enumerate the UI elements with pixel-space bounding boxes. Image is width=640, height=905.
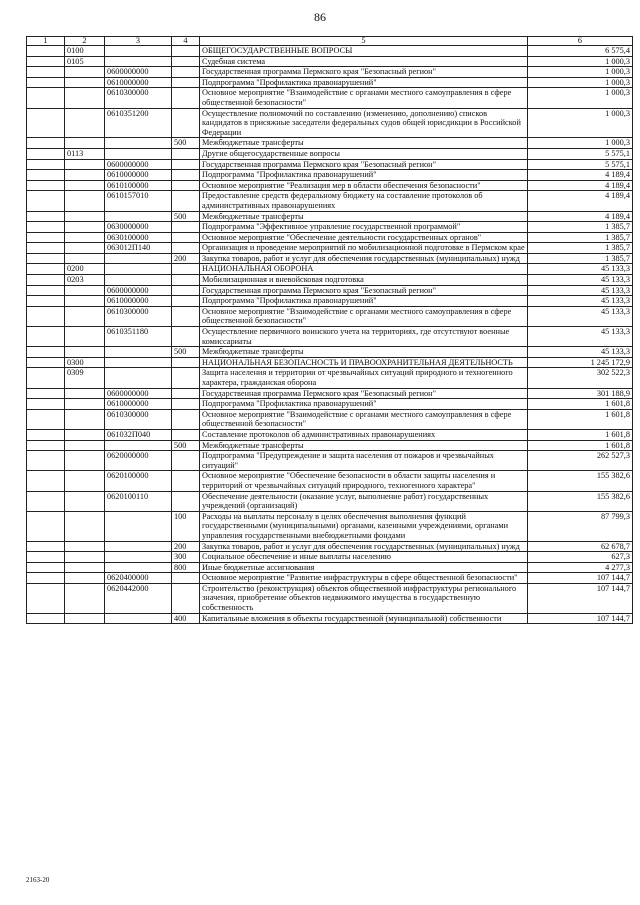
cell-expense-type bbox=[172, 451, 200, 471]
cell-section-code bbox=[65, 253, 105, 264]
cell-target-article bbox=[105, 511, 172, 541]
cell-item-name: Подпрограмма "Предупреждение и защита населения от пожаров и чрезвычайных ситуаций" bbox=[200, 451, 528, 471]
cell-col-1 bbox=[27, 264, 65, 275]
cell-section-code bbox=[65, 243, 105, 254]
cell-section-code: 0200 bbox=[65, 264, 105, 275]
cell-expense-type bbox=[172, 357, 200, 368]
cell-target-article bbox=[105, 264, 172, 275]
cell-amount: 45 133,3 bbox=[528, 327, 633, 347]
cell-col-1 bbox=[27, 67, 65, 78]
cell-expense-type bbox=[172, 232, 200, 243]
page-number: 86 bbox=[314, 10, 326, 24]
cell-amount: 107 144,7 bbox=[528, 573, 633, 584]
cell-expense-type bbox=[172, 56, 200, 67]
cell-expense-type bbox=[172, 180, 200, 191]
cell-col-1 bbox=[27, 306, 65, 326]
cell-item-name: Подпрограмма "Профилактика правонарушений" bbox=[200, 399, 528, 410]
cell-item-name: Основное мероприятие "Развитие инфраструктуры в сфере общественной безопасности" bbox=[200, 573, 528, 584]
cell-item-name: Государственная программа Пермского края "Безопасный регион" bbox=[200, 159, 528, 170]
table-row bbox=[27, 148, 633, 159]
cell-target-article: 0620100000 bbox=[105, 471, 172, 491]
cell-col-1 bbox=[27, 77, 65, 88]
cell-item-name: Капитальные вложения в объекты государственной (муниципальной) собственности bbox=[200, 613, 528, 624]
cell-section-code bbox=[65, 108, 105, 138]
cell-target-article: 0600000000 bbox=[105, 388, 172, 399]
cell-target-article bbox=[105, 357, 172, 368]
cell-target-article bbox=[105, 552, 172, 563]
cell-target-article: 0620400000 bbox=[105, 573, 172, 584]
cell-col-1 bbox=[27, 562, 65, 573]
cell-item-name: Государственная программа Пермского края "Безопасный регион" bbox=[200, 388, 528, 399]
cell-amount: 627,3 bbox=[528, 552, 633, 563]
cell-item-name: Государственная программа Пермского края "Безопасный регион" bbox=[200, 67, 528, 78]
cell-amount: 1 000,3 bbox=[528, 138, 633, 149]
cell-col-1 bbox=[27, 88, 65, 108]
cell-amount: 5 575,1 bbox=[528, 148, 633, 159]
cell-section-code: 0203 bbox=[65, 275, 105, 286]
table-row bbox=[27, 88, 633, 108]
cell-expense-type bbox=[172, 170, 200, 181]
cell-amount: 4 189,4 bbox=[528, 191, 633, 211]
cell-expense-type bbox=[172, 285, 200, 296]
cell-section-code: 0309 bbox=[65, 368, 105, 388]
cell-col-1 bbox=[27, 491, 65, 511]
cell-amount: 302 522,3 bbox=[528, 368, 633, 388]
cell-col-1 bbox=[27, 429, 65, 440]
table-row bbox=[27, 471, 633, 491]
table-row bbox=[27, 180, 633, 191]
table-row bbox=[27, 211, 633, 222]
table-row bbox=[27, 108, 633, 138]
cell-expense-type bbox=[172, 77, 200, 88]
cell-col-1 bbox=[27, 388, 65, 399]
cell-section-code bbox=[65, 67, 105, 78]
cell-item-name: Межбюджетные трансферты bbox=[200, 138, 528, 149]
cell-target-article bbox=[105, 275, 172, 286]
cell-section-code bbox=[65, 562, 105, 573]
cell-section-code bbox=[65, 327, 105, 347]
cell-expense-type: 200 bbox=[172, 253, 200, 264]
cell-item-name: Осуществление полномочий по составлению (изменению, дополнению) списков кандидатов в присяжные заседатели федеральных судов общей юрисдикции в Российской Федерации bbox=[200, 108, 528, 138]
cell-section-code bbox=[65, 399, 105, 410]
cell-item-name: Мобилизационная и вневойсковая подготовка bbox=[200, 275, 528, 286]
table-header-row bbox=[27, 37, 633, 46]
cell-section-code bbox=[65, 440, 105, 451]
cell-col-1 bbox=[27, 357, 65, 368]
cell-col-1 bbox=[27, 613, 65, 624]
cell-section-code bbox=[65, 409, 105, 429]
cell-target-article: 0600000000 bbox=[105, 285, 172, 296]
table-row bbox=[27, 56, 633, 67]
cell-amount: 87 799,3 bbox=[528, 511, 633, 541]
cell-col-1 bbox=[27, 191, 65, 211]
table-row bbox=[27, 429, 633, 440]
budget-table bbox=[26, 36, 633, 624]
cell-expense-type bbox=[172, 573, 200, 584]
cell-item-name: Судебная система bbox=[200, 56, 528, 67]
table-row bbox=[27, 191, 633, 211]
cell-amount: 1 000,3 bbox=[528, 56, 633, 67]
cell-col-1 bbox=[27, 180, 65, 191]
table-row bbox=[27, 264, 633, 275]
cell-amount: 45 133,3 bbox=[528, 306, 633, 326]
cell-section-code bbox=[65, 583, 105, 613]
cell-target-article bbox=[105, 253, 172, 264]
cell-expense-type bbox=[172, 429, 200, 440]
cell-section-code bbox=[65, 471, 105, 491]
cell-section-code: 0300 bbox=[65, 357, 105, 368]
cell-section-code: 0105 bbox=[65, 56, 105, 67]
cell-amount: 1 000,3 bbox=[528, 77, 633, 88]
cell-section-code bbox=[65, 180, 105, 191]
table-row bbox=[27, 296, 633, 307]
cell-amount: 107 144,7 bbox=[528, 613, 633, 624]
cell-amount: 262 527,3 bbox=[528, 451, 633, 471]
cell-item-name: Основное мероприятие "Обеспечение безопасности в области защиты населения и территорий от чрезвычайных ситуаций природного, техногенного характера" bbox=[200, 471, 528, 491]
cell-expense-type bbox=[172, 471, 200, 491]
table-row bbox=[27, 170, 633, 181]
table-row bbox=[27, 562, 633, 573]
cell-col-1 bbox=[27, 170, 65, 181]
cell-item-name: Обеспечение деятельности (оказание услуг, выполнение работ) государственных учреждений (организаций) bbox=[200, 491, 528, 511]
cell-amount: 1 385,7 bbox=[528, 222, 633, 233]
table-row bbox=[27, 451, 633, 471]
cell-item-name: Подпрограмма "Профилактика правонарушений" bbox=[200, 77, 528, 88]
cell-item-name: Иные бюджетные ассигнования bbox=[200, 562, 528, 573]
cell-expense-type bbox=[172, 388, 200, 399]
cell-section-code bbox=[65, 451, 105, 471]
cell-section-code bbox=[65, 429, 105, 440]
cell-item-name: Расходы на выплаты персоналу в целях обеспечения выполнения функций государственными (муниципальными) органами, казенными учреждениями, органами управления государственными внебюджетными фондами bbox=[200, 511, 528, 541]
cell-item-name: Закупка товаров, работ и услуг для обеспечения государственных (муниципальных) нужд bbox=[200, 541, 528, 552]
cell-target-article bbox=[105, 138, 172, 149]
cell-expense-type: 500 bbox=[172, 211, 200, 222]
cell-col-1 bbox=[27, 347, 65, 358]
column-header-3: 3 bbox=[105, 37, 172, 46]
cell-section-code bbox=[65, 211, 105, 222]
cell-col-1 bbox=[27, 440, 65, 451]
cell-section-code bbox=[65, 88, 105, 108]
cell-col-1 bbox=[27, 399, 65, 410]
cell-target-article: 0620442000 bbox=[105, 583, 172, 613]
cell-expense-type bbox=[172, 409, 200, 429]
footer-code: 2163-20 bbox=[26, 876, 50, 884]
cell-item-name: Межбюджетные трансферты bbox=[200, 211, 528, 222]
cell-amount: 1 601,8 bbox=[528, 409, 633, 429]
cell-section-code bbox=[65, 77, 105, 88]
table-row bbox=[27, 222, 633, 233]
cell-section-code bbox=[65, 552, 105, 563]
cell-expense-type bbox=[172, 399, 200, 410]
cell-expense-type: 500 bbox=[172, 138, 200, 149]
cell-expense-type bbox=[172, 46, 200, 57]
cell-col-1 bbox=[27, 511, 65, 541]
cell-target-article: 0610000000 bbox=[105, 170, 172, 181]
cell-target-article: 0620000000 bbox=[105, 451, 172, 471]
cell-amount: 1 601,8 bbox=[528, 440, 633, 451]
cell-item-name: Строительство (реконструкция) объектов общественной инфраструктуры регионального значения, приобретение объектов недвижимого имущества в государственную собственность bbox=[200, 583, 528, 613]
cell-section-code bbox=[65, 306, 105, 326]
cell-expense-type bbox=[172, 148, 200, 159]
column-header-2: 2 bbox=[65, 37, 105, 46]
cell-amount: 4 189,4 bbox=[528, 180, 633, 191]
cell-section-code bbox=[65, 296, 105, 307]
cell-expense-type bbox=[172, 191, 200, 211]
cell-amount: 5 575,1 bbox=[528, 159, 633, 170]
cell-target-article: 0610000000 bbox=[105, 399, 172, 410]
cell-amount: 4 189,4 bbox=[528, 211, 633, 222]
table-row bbox=[27, 511, 633, 541]
cell-amount: 6 575,4 bbox=[528, 46, 633, 57]
cell-amount: 155 382,6 bbox=[528, 471, 633, 491]
cell-target-article bbox=[105, 211, 172, 222]
cell-section-code bbox=[65, 613, 105, 624]
column-header-4: 4 bbox=[172, 37, 200, 46]
cell-expense-type bbox=[172, 264, 200, 275]
cell-col-1 bbox=[27, 232, 65, 243]
cell-expense-type bbox=[172, 159, 200, 170]
cell-target-article: 0620100110 bbox=[105, 491, 172, 511]
cell-target-article: 0600000000 bbox=[105, 67, 172, 78]
cell-col-1 bbox=[27, 471, 65, 491]
cell-expense-type bbox=[172, 583, 200, 613]
cell-amount: 4 277,3 bbox=[528, 562, 633, 573]
cell-section-code: 0113 bbox=[65, 148, 105, 159]
cell-col-1 bbox=[27, 368, 65, 388]
table-body bbox=[27, 46, 633, 624]
cell-expense-type bbox=[172, 275, 200, 286]
table-row bbox=[27, 275, 633, 286]
cell-expense-type: 400 bbox=[172, 613, 200, 624]
cell-amount: 301 188,9 bbox=[528, 388, 633, 399]
cell-target-article: 0630100000 bbox=[105, 232, 172, 243]
cell-item-name: Основное мероприятие "Взаимодействие с органами местного самоуправления в сфере общественной безопасности" bbox=[200, 306, 528, 326]
cell-amount: 1 000,3 bbox=[528, 67, 633, 78]
cell-section-code bbox=[65, 191, 105, 211]
cell-target-article: 0610300000 bbox=[105, 306, 172, 326]
cell-col-1 bbox=[27, 573, 65, 584]
table-row bbox=[27, 357, 633, 368]
cell-amount: 4 189,4 bbox=[528, 170, 633, 181]
cell-target-article bbox=[105, 148, 172, 159]
cell-expense-type: 500 bbox=[172, 440, 200, 451]
cell-item-name: НАЦИОНАЛЬНАЯ ОБОРОНА bbox=[200, 264, 528, 275]
cell-col-1 bbox=[27, 148, 65, 159]
table-row bbox=[27, 573, 633, 584]
cell-target-article bbox=[105, 46, 172, 57]
cell-section-code bbox=[65, 573, 105, 584]
cell-expense-type: 300 bbox=[172, 552, 200, 563]
cell-target-article bbox=[105, 56, 172, 67]
cell-target-article bbox=[105, 613, 172, 624]
cell-amount: 45 133,3 bbox=[528, 296, 633, 307]
cell-expense-type: 800 bbox=[172, 562, 200, 573]
cell-target-article: 0610157010 bbox=[105, 191, 172, 211]
cell-item-name: Основное мероприятие "Взаимодействие с органами местного самоуправления в сфере общественной безопасности" bbox=[200, 88, 528, 108]
cell-item-name: Составление протоколов об административных правонарушениях bbox=[200, 429, 528, 440]
cell-target-article: 0630000000 bbox=[105, 222, 172, 233]
cell-item-name: Межбюджетные трансферты bbox=[200, 440, 528, 451]
cell-expense-type bbox=[172, 222, 200, 233]
table-row bbox=[27, 46, 633, 57]
cell-col-1 bbox=[27, 243, 65, 254]
cell-amount: 1 385,7 bbox=[528, 253, 633, 264]
cell-item-name: Социальное обеспечение и иные выплаты населению bbox=[200, 552, 528, 563]
cell-col-1 bbox=[27, 108, 65, 138]
cell-section-code: 0100 bbox=[65, 46, 105, 57]
cell-amount: 1 245 172,9 bbox=[528, 357, 633, 368]
cell-col-1 bbox=[27, 285, 65, 296]
cell-item-name: Основное мероприятие "Реализация мер в области обеспечения безопасности" bbox=[200, 180, 528, 191]
cell-item-name: Предоставление средств федеральному бюджету на составление протоколов об административных правонарушениях bbox=[200, 191, 528, 211]
cell-expense-type bbox=[172, 327, 200, 347]
cell-col-1 bbox=[27, 583, 65, 613]
cell-amount: 45 133,3 bbox=[528, 264, 633, 275]
table-row bbox=[27, 583, 633, 613]
table-row bbox=[27, 67, 633, 78]
cell-item-name: Закупка товаров, работ и услуг для обеспечения государственных (муниципальных) нужд bbox=[200, 253, 528, 264]
cell-col-1 bbox=[27, 138, 65, 149]
cell-target-article bbox=[105, 541, 172, 552]
table-row bbox=[27, 347, 633, 358]
cell-expense-type bbox=[172, 491, 200, 511]
cell-item-name: Подпрограмма "Профилактика правонарушений" bbox=[200, 296, 528, 307]
cell-section-code bbox=[65, 388, 105, 399]
cell-amount: 1 601,8 bbox=[528, 399, 633, 410]
cell-amount: 1 000,3 bbox=[528, 88, 633, 108]
cell-item-name: Государственная программа Пермского края "Безопасный регион" bbox=[200, 285, 528, 296]
cell-item-name: Другие общегосударственные вопросы bbox=[200, 148, 528, 159]
cell-item-name: Подпрограмма "Профилактика правонарушений" bbox=[200, 170, 528, 181]
cell-expense-type bbox=[172, 88, 200, 108]
cell-item-name: Основное мероприятие "Обеспечение деятельности государственных органов" bbox=[200, 232, 528, 243]
cell-col-1 bbox=[27, 275, 65, 286]
column-header-6: 6 bbox=[528, 37, 633, 46]
cell-amount: 62 678,7 bbox=[528, 541, 633, 552]
table-row bbox=[27, 327, 633, 347]
cell-item-name: Осуществление первичного воинского учета на территориях, где отсутствуют военные комиссариаты bbox=[200, 327, 528, 347]
cell-amount: 1 601,8 bbox=[528, 429, 633, 440]
cell-expense-type bbox=[172, 306, 200, 326]
cell-item-name: Организация и проведение мероприятий по мобилизационной подготовке в Пермском крае bbox=[200, 243, 528, 254]
cell-target-article bbox=[105, 347, 172, 358]
cell-amount: 45 133,3 bbox=[528, 347, 633, 358]
cell-section-code bbox=[65, 285, 105, 296]
table-row bbox=[27, 77, 633, 88]
table-row bbox=[27, 285, 633, 296]
cell-col-1 bbox=[27, 552, 65, 563]
cell-amount: 1 000,3 bbox=[528, 108, 633, 138]
cell-col-1 bbox=[27, 296, 65, 307]
cell-item-name: НАЦИОНАЛЬНАЯ БЕЗОПАСНОСТЬ И ПРАВООХРАНИТЕЛЬНАЯ ДЕЯТЕЛЬНОСТЬ bbox=[200, 357, 528, 368]
cell-section-code bbox=[65, 541, 105, 552]
cell-col-1 bbox=[27, 327, 65, 347]
cell-section-code bbox=[65, 222, 105, 233]
cell-amount: 1 385,7 bbox=[528, 232, 633, 243]
table-row bbox=[27, 552, 633, 563]
cell-item-name: Основное мероприятие "Взаимодействие с органами местного самоуправления в сфере общественной безопасности" bbox=[200, 409, 528, 429]
table-row bbox=[27, 306, 633, 326]
table-row bbox=[27, 613, 633, 624]
cell-amount: 107 144,7 bbox=[528, 583, 633, 613]
table-row bbox=[27, 138, 633, 149]
cell-section-code bbox=[65, 232, 105, 243]
cell-amount: 155 382,6 bbox=[528, 491, 633, 511]
table-row bbox=[27, 253, 633, 264]
cell-target-article bbox=[105, 562, 172, 573]
cell-expense-type: 100 bbox=[172, 511, 200, 541]
cell-amount: 1 385,7 bbox=[528, 243, 633, 254]
cell-col-1 bbox=[27, 451, 65, 471]
cell-expense-type bbox=[172, 243, 200, 254]
cell-item-name: Межбюджетные трансферты bbox=[200, 347, 528, 358]
cell-target-article: 061032П040 bbox=[105, 429, 172, 440]
table-row bbox=[27, 541, 633, 552]
cell-section-code bbox=[65, 138, 105, 149]
cell-target-article: 0600000000 bbox=[105, 159, 172, 170]
cell-target-article: 0610300000 bbox=[105, 409, 172, 429]
cell-target-article bbox=[105, 368, 172, 388]
cell-section-code bbox=[65, 511, 105, 541]
cell-item-name: Защита населения и территории от чрезвычайных ситуаций природного и техногенного характера, гражданская оборона bbox=[200, 368, 528, 388]
cell-section-code bbox=[65, 347, 105, 358]
cell-col-1 bbox=[27, 409, 65, 429]
cell-col-1 bbox=[27, 211, 65, 222]
cell-target-article: 0610351180 bbox=[105, 327, 172, 347]
cell-section-code bbox=[65, 170, 105, 181]
cell-expense-type: 200 bbox=[172, 541, 200, 552]
table-row bbox=[27, 368, 633, 388]
table-row bbox=[27, 243, 633, 254]
table-row bbox=[27, 388, 633, 399]
cell-col-1 bbox=[27, 46, 65, 57]
cell-target-article bbox=[105, 440, 172, 451]
cell-target-article: 0610300000 bbox=[105, 88, 172, 108]
cell-expense-type bbox=[172, 67, 200, 78]
cell-expense-type bbox=[172, 108, 200, 138]
cell-item-name: ОБЩЕГОСУДАРСТВЕННЫЕ ВОПРОСЫ bbox=[200, 46, 528, 57]
cell-expense-type bbox=[172, 296, 200, 307]
table-row bbox=[27, 409, 633, 429]
cell-col-1 bbox=[27, 253, 65, 264]
table-row bbox=[27, 440, 633, 451]
table-row bbox=[27, 491, 633, 511]
cell-item-name: Подпрограмма "Эффективное управление государственной программой" bbox=[200, 222, 528, 233]
cell-col-1 bbox=[27, 159, 65, 170]
cell-col-1 bbox=[27, 222, 65, 233]
column-header-5: 5 bbox=[200, 37, 528, 46]
cell-target-article: 0610000000 bbox=[105, 296, 172, 307]
column-header-1: 1 bbox=[27, 37, 65, 46]
cell-amount: 45 133,3 bbox=[528, 285, 633, 296]
cell-expense-type bbox=[172, 368, 200, 388]
cell-target-article: 0610000000 bbox=[105, 77, 172, 88]
cell-col-1 bbox=[27, 56, 65, 67]
cell-col-1 bbox=[27, 541, 65, 552]
cell-expense-type: 500 bbox=[172, 347, 200, 358]
cell-target-article: 063012П140 bbox=[105, 243, 172, 254]
table-row bbox=[27, 399, 633, 410]
table-row bbox=[27, 159, 633, 170]
cell-target-article: 0610351200 bbox=[105, 108, 172, 138]
cell-amount: 45 133,3 bbox=[528, 275, 633, 286]
cell-target-article: 0610100000 bbox=[105, 180, 172, 191]
cell-section-code bbox=[65, 491, 105, 511]
cell-section-code bbox=[65, 159, 105, 170]
table-row bbox=[27, 232, 633, 243]
